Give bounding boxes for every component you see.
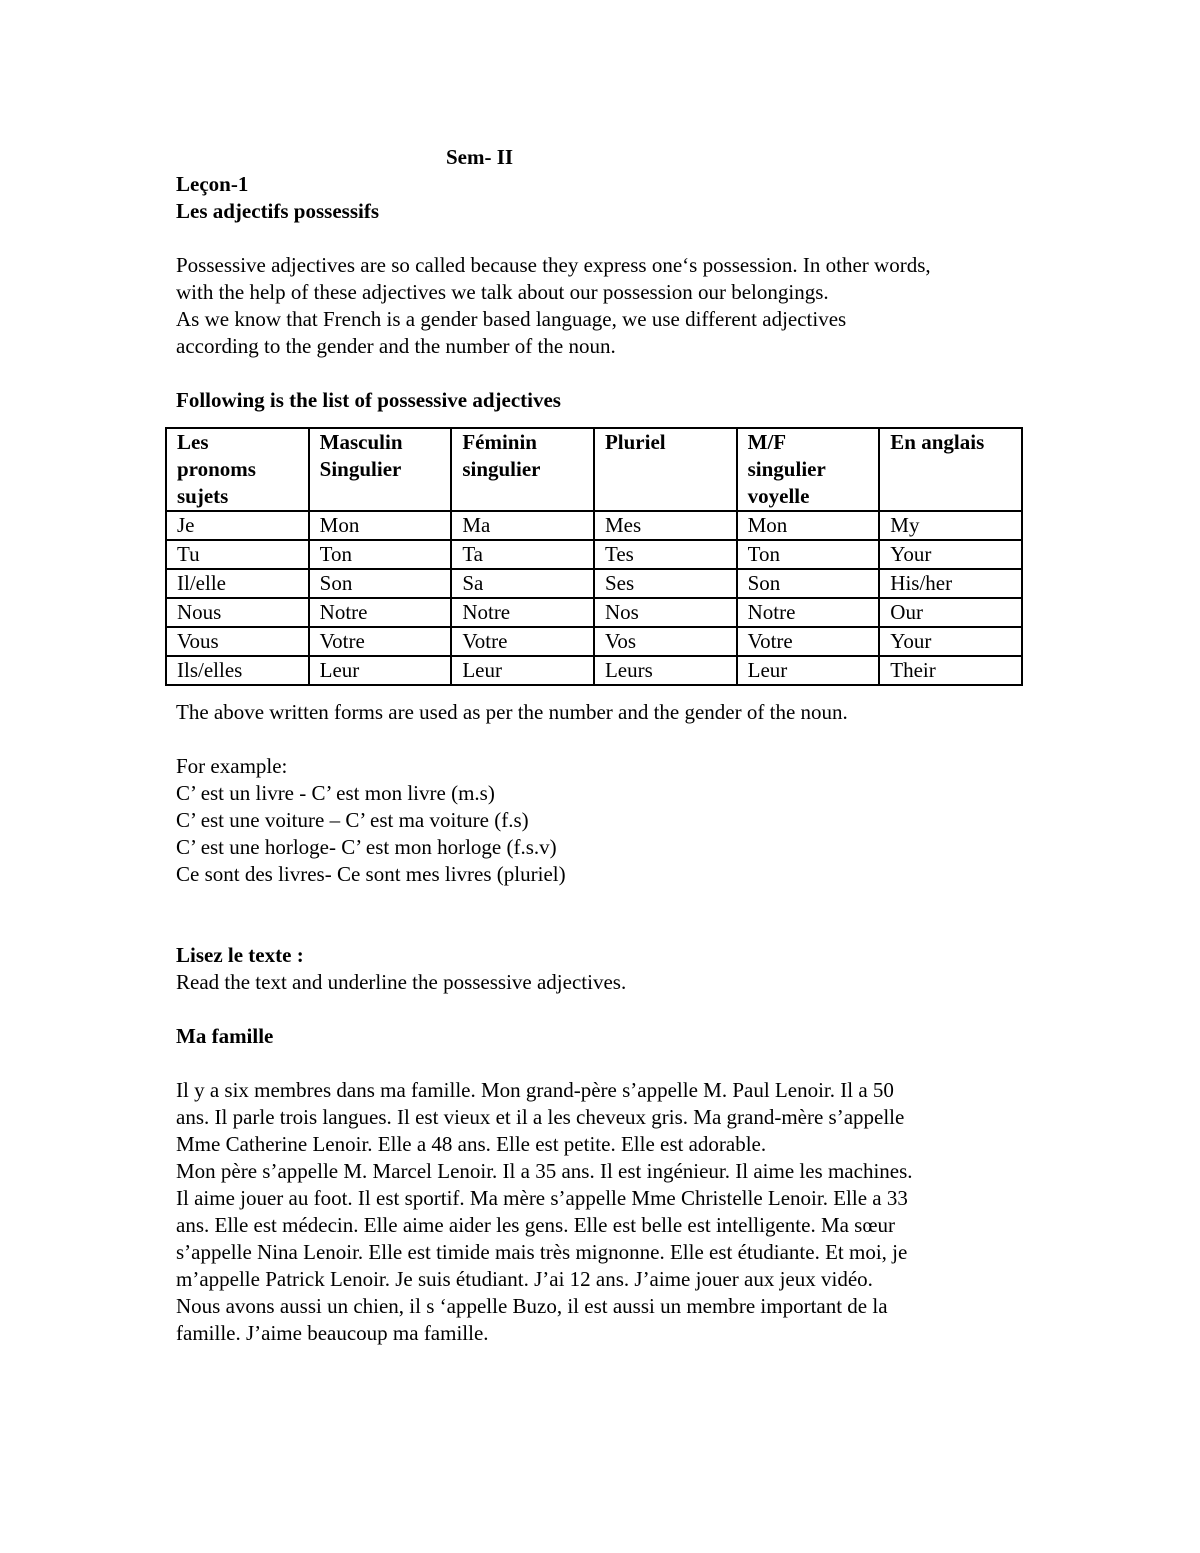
table-row xyxy=(166,627,1022,656)
table-cell: Nos xyxy=(594,598,737,627)
table-cell: Leur xyxy=(737,656,880,685)
table-cell: Notre xyxy=(737,598,880,627)
text-line: Il y a six membres dans ma famille. Mon grand-père s’appelle M. Paul Lenoir. Il a 50 xyxy=(176,1078,894,1102)
example-line: C’ est un livre - C’ est mon livre (m.s) xyxy=(176,781,495,805)
table-cell: Our xyxy=(879,598,1022,627)
table-cell: Je xyxy=(166,511,309,540)
text-line: s’appelle Nina Lenoir. Elle est timide mais très mignonne. Elle est étudiante. Et moi, je xyxy=(176,1240,908,1264)
table-cell: Son xyxy=(309,569,452,598)
example-line: C’ est une voiture – C’ est ma voiture (f.s) xyxy=(176,808,529,832)
text-line: famille. J’aime beaucoup ma famille. xyxy=(176,1321,489,1345)
table-row xyxy=(166,656,1022,685)
after-table-note: The above written forms are used as per the number and the gender of the noun. xyxy=(176,700,848,724)
table-row xyxy=(166,569,1022,598)
reading-text xyxy=(176,1077,1046,1347)
examples-block xyxy=(176,753,1046,888)
table-cell: Your xyxy=(879,627,1022,656)
table-cell: Leur xyxy=(309,656,452,685)
table-cell: Nous xyxy=(166,598,309,627)
header-cell-pluriel: Pluriel xyxy=(594,428,737,511)
table-cell: Mes xyxy=(594,511,737,540)
table-cell: Ma xyxy=(451,511,594,540)
header-cell-feminin: Féminin singulier xyxy=(451,428,594,511)
intro-line: according to the gender and the number of the noun. xyxy=(176,334,616,358)
intro-line: Possessive adjectives are so called because they express one‘s possession. In other words, xyxy=(176,253,931,277)
header-cell-pronoms: Les pronoms sujets xyxy=(166,428,309,511)
intro-line: with the help of these adjectives we talk about our possession our belongings. xyxy=(176,280,829,304)
table-cell: Vous xyxy=(166,627,309,656)
table-row xyxy=(166,540,1022,569)
table-cell: Ton xyxy=(309,540,452,569)
document-page xyxy=(176,144,1046,1347)
example-line: C’ est une horloge- C’ est mon horloge (f.s.v) xyxy=(176,835,557,859)
text-line: ans. Elle est médecin. Elle aime aider les gens. Elle est belle est intelligente. Ma sœur xyxy=(176,1213,896,1237)
header-cell-mf-voyelle: M/F singulier voyelle xyxy=(737,428,880,511)
table-cell: Notre xyxy=(309,598,452,627)
text-title: Ma famille xyxy=(176,1024,274,1048)
table-cell: Tes xyxy=(594,540,737,569)
table-cell: Vos xyxy=(594,627,737,656)
text-line: Il aime jouer au foot. Il est sportif. Ma mère s’appelle Mme Christelle Lenoir. Elle a 33 xyxy=(176,1186,908,1210)
table-cell: Tu xyxy=(166,540,309,569)
table-cell: Ses xyxy=(594,569,737,598)
text-line: Mon père s’appelle M. Marcel Lenoir. Il a 35 ans. Il est ingénieur. Il aime les machines. xyxy=(176,1159,913,1183)
table-cell: Leurs xyxy=(594,656,737,685)
examples-label: For example: xyxy=(176,754,288,778)
semester-title: Sem- II xyxy=(446,145,514,169)
text-line: Nous avons aussi un chien, il s ‘appelle Buzo, il est aussi un membre important de la xyxy=(176,1294,888,1318)
example-line: Ce sont des livres- Ce sont mes livres (pluriel) xyxy=(176,862,566,886)
text-line: m’appelle Patrick Lenoir. Je suis étudiant. J’ai 12 ans. J’aime jouer aux jeux vidéo. xyxy=(176,1267,873,1291)
table-cell: Your xyxy=(879,540,1022,569)
lesson-title: Leçon-1 xyxy=(176,172,249,196)
header-cell-masculin: Masculin Singulier xyxy=(309,428,452,511)
table-cell: Ton xyxy=(737,540,880,569)
table-cell: Sa xyxy=(451,569,594,598)
intro-line: As we know that French is a gender based language, we use different adjectives xyxy=(176,307,847,331)
table-cell: Their xyxy=(879,656,1022,685)
list-heading: Following is the list of possessive adjectives xyxy=(176,388,561,412)
table-cell: Mon xyxy=(309,511,452,540)
table-row xyxy=(166,511,1022,540)
header-cell-en-anglais: En anglais xyxy=(879,428,1022,511)
table-cell: Votre xyxy=(737,627,880,656)
text-line: Mme Catherine Lenoir. Elle a 48 ans. Elle est petite. Elle est adorable. xyxy=(176,1132,767,1156)
table-cell: Il/elle xyxy=(166,569,309,598)
table-cell: My xyxy=(879,511,1022,540)
table-cell: Votre xyxy=(309,627,452,656)
table-header-row xyxy=(166,428,1022,511)
text-line: ans. Il parle trois langues. Il est vieux et il a les cheveux gris. Ma grand-mère s’appelle xyxy=(176,1105,905,1129)
table-cell: Votre xyxy=(451,627,594,656)
intro-paragraph xyxy=(176,252,1046,360)
topic-title: Les adjectifs possessifs xyxy=(176,199,379,223)
table-cell: Mon xyxy=(737,511,880,540)
table-row xyxy=(166,598,1022,627)
exercise-heading: Lisez le texte : xyxy=(176,943,304,967)
table-cell: Leur xyxy=(451,656,594,685)
table-cell: Notre xyxy=(451,598,594,627)
table-cell: Ta xyxy=(451,540,594,569)
exercise-instruction: Read the text and underline the possessive adjectives. xyxy=(176,970,627,994)
possessive-adjectives-table xyxy=(165,427,1023,686)
table-cell: His/her xyxy=(879,569,1022,598)
table-cell: Son xyxy=(737,569,880,598)
table-cell: Ils/elles xyxy=(166,656,309,685)
